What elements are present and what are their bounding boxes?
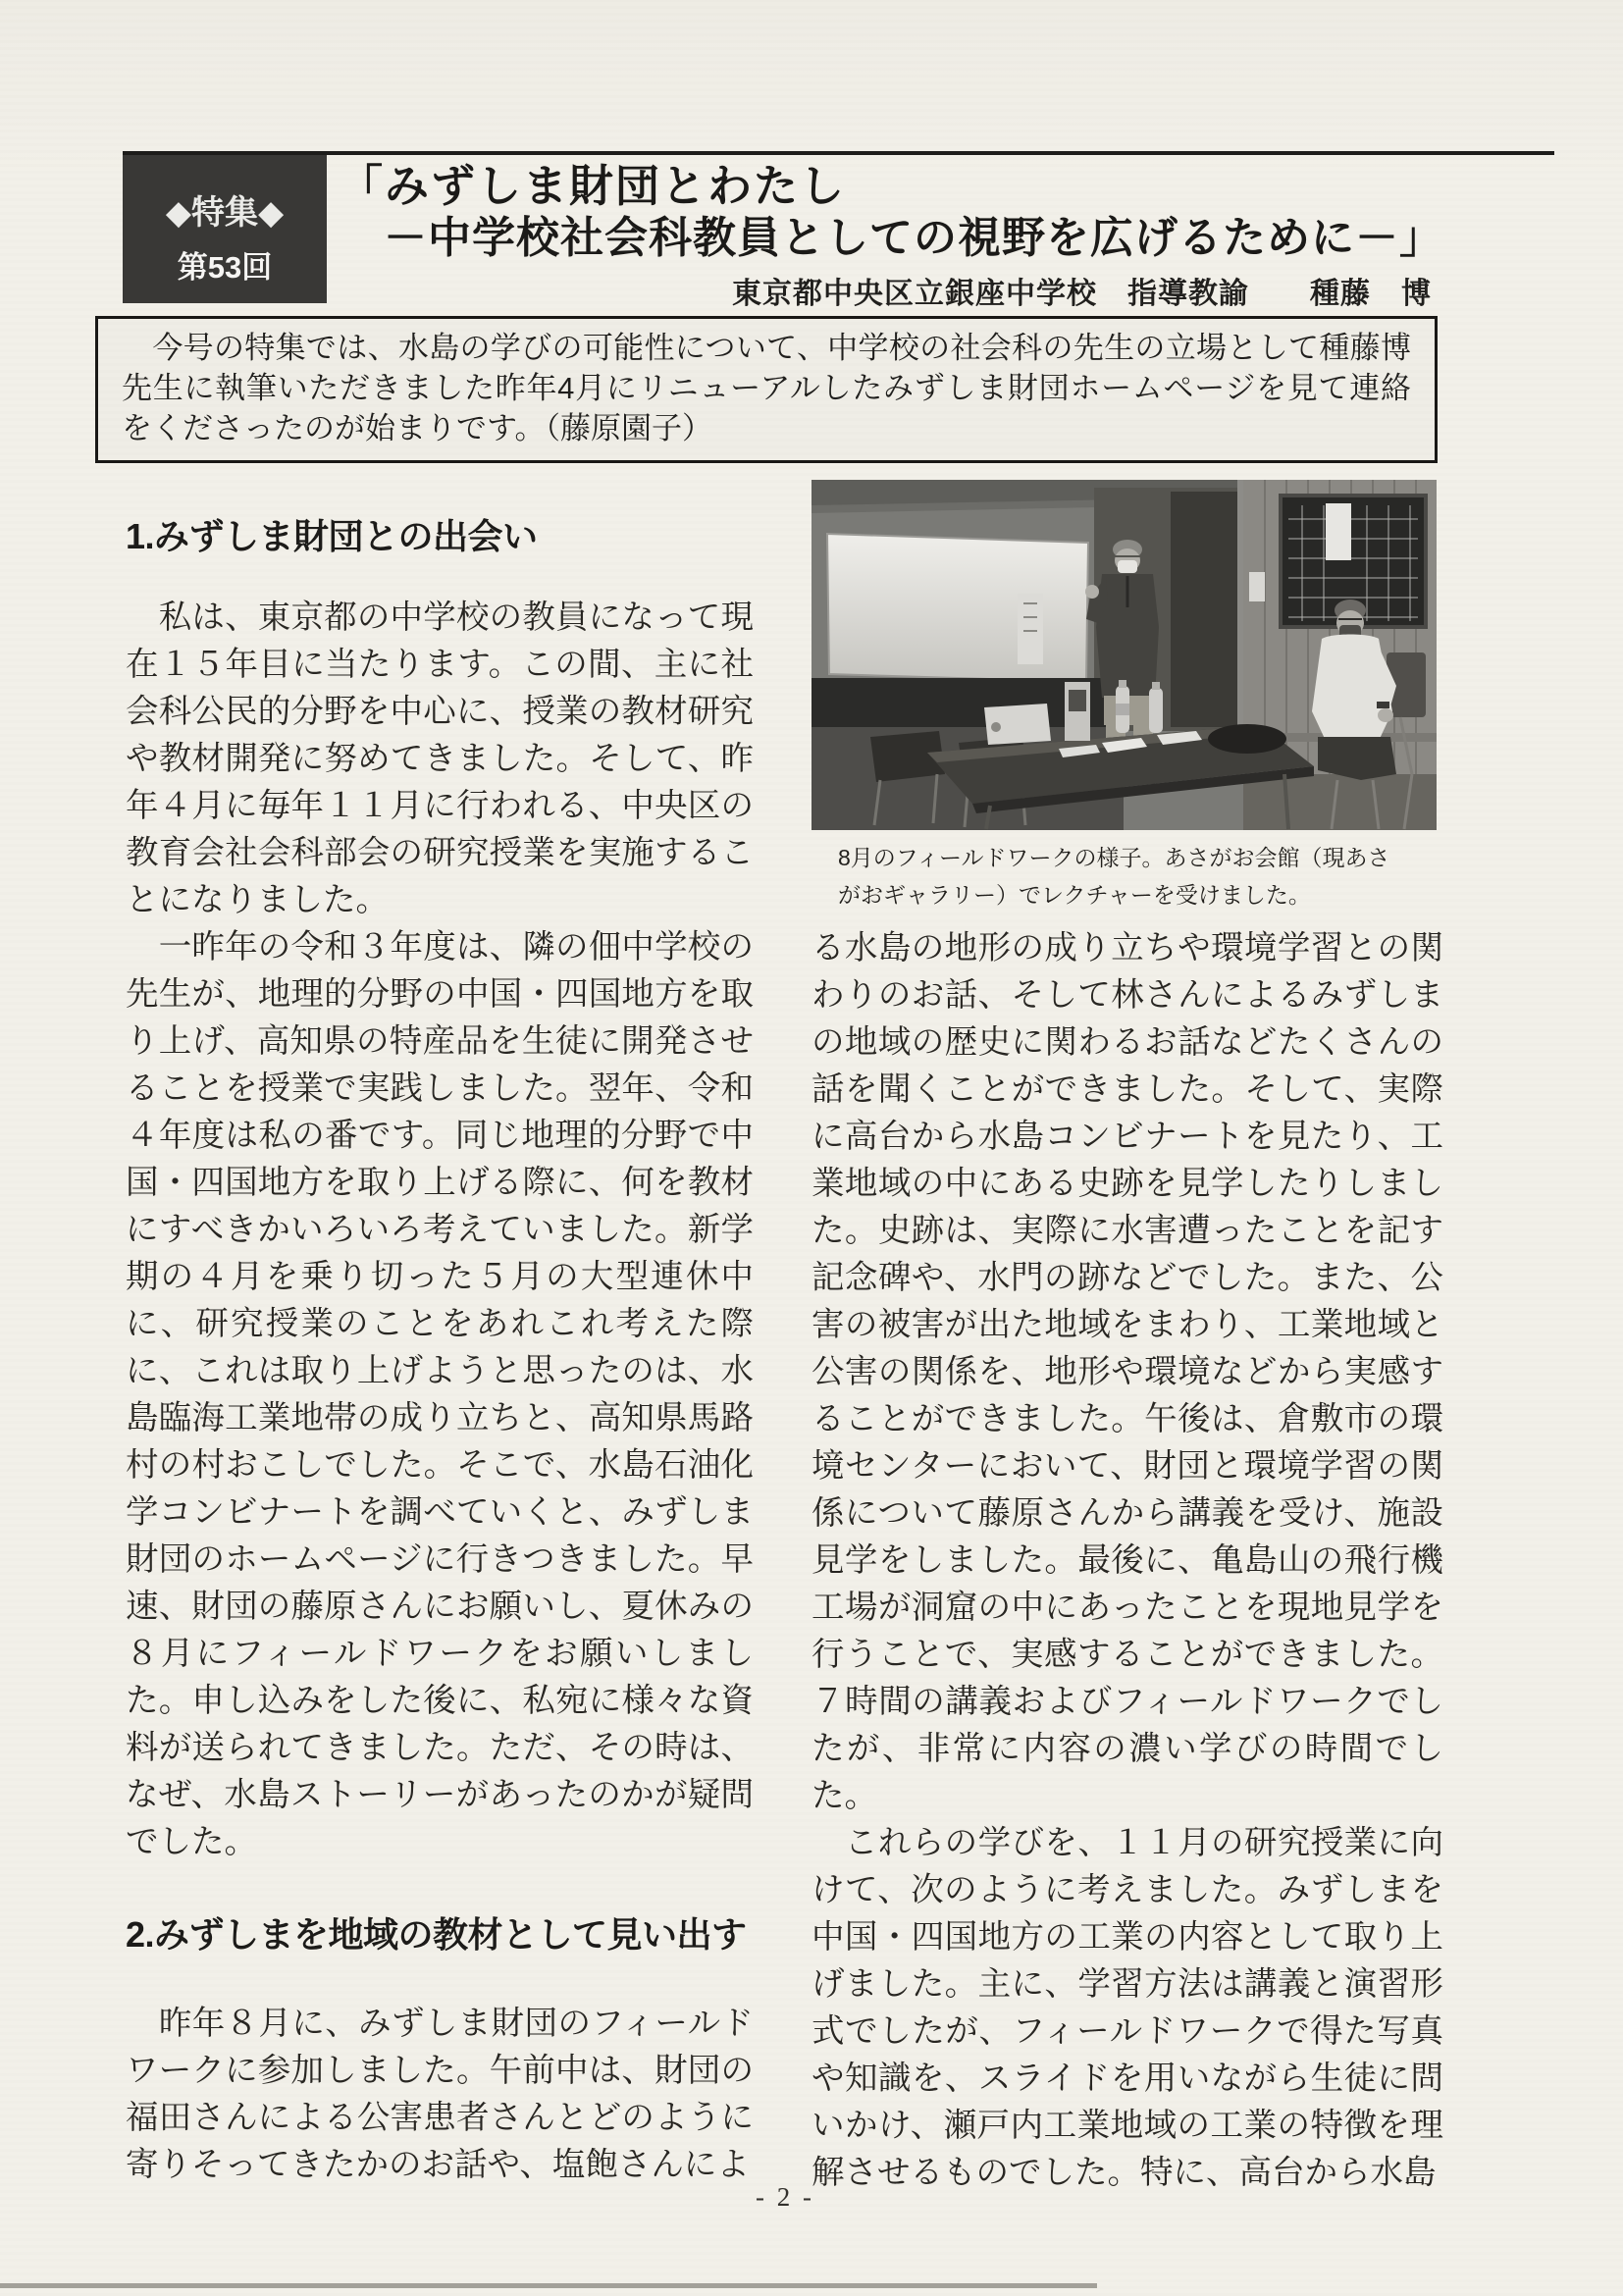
- photo-caption: 8月のフィールドワークの様子。あさがお会館（現あさがおギャラリー）でレクチャーを受けました。: [838, 845, 1390, 908]
- continuation-paragraph-2: これらの学びを、１１月の研究授業に向けて、次のように考えました。みずしまを中国・四国地方の工業の内容として取り上げました。主に、学習方法は講義と演習形式でしたが、フィールドワークで得た写真や知識を、スライドを用いながら生徒に問いかけ、瀬戸内工業地域の工業の特徴を理解させるものでした。特に、高台から水島: [812, 1825, 1443, 2191]
- scan-artifact-line: [0, 2283, 1097, 2288]
- feature-badge: [123, 155, 327, 303]
- article-title-block: [339, 160, 1443, 312]
- fieldwork-photo: [812, 480, 1437, 830]
- section1-heading: 1.みずしま財団との出会い: [126, 516, 538, 556]
- page-number: - 2 -: [756, 2182, 814, 2212]
- intro-text: 今号の特集では、水島の学びの可能性について、中学校の社会科の先生の立場として種藤博先生に執筆いただきました昨年4月にリニューアルしたみずしま財団ホームページを見て連絡をくださったのが始まりです。（藤原園子）: [122, 331, 1411, 445]
- section2-paragraph-1: 昨年８月に、みずしま財団のフィールドワークに参加しました。午前中は、財団の福田さんによる公害患者さんとどのように寄りそってきたかのお話や、塩飽さんによ: [126, 2006, 754, 2183]
- continuation-paragraph-1: る水島の地形の成り立ちや環境学習との関わりのお話、そして林さんによるみずしまの地域の歴史に関わるお話などたくさんの話を聞くことができました。そして、実際に高台から水島コンビナートを見たり、工業地域の中にある史跡を見学したりしました。史跡は、実際に水害遭ったことを記す記念碑や、水門の跡などでした。また、公害の被害が出た地域をまわり、工業地域と公害の関係を、地形や環境などから実感することができました。午後は、倉敷市の環境センターにおいて、財団と環境学習の関係について藤原さんから講義を受け、施設見学をしました。最後に、亀島山の飛行機工場が洞窟の中にあったことを現地見学を行うことで、実感することができました。７時間の講義およびフィールドワークでしたが、非常に内容の濃い学びの時間でした。: [812, 930, 1443, 1814]
- left-column: [126, 496, 754, 2189]
- intro-box: [95, 316, 1438, 463]
- right-column: [812, 480, 1443, 2197]
- article-title-line1: 「みずしま財団とわたし: [339, 162, 847, 211]
- section1-paragraph-2: 一昨年の令和３年度は、隣の佃中学校の先生が、地理的分野の中国・四国地方を取り上げ、高知県の特産品を生徒に開発させることを授業で実践しました。翌年、令和４年度は私の番です。同じ地理的分野で中国・四国地方を取り上げる際に、何を教材にすべきかいろいろ考えていました。新学期の４月を乗り切った５月の大型連休中に、研究授業のことをあれこれ考えた際に、これは取り上げようと思ったのは、水島臨海工業地帯の成り立ちと、高知県馬路村の村おこしでした。そこで、水島石油化学コンビナートを調べていくと、みずしま財団のホームページに行きつきました。早速、財団の藤原さんにお願いし、夏休みの８月にフィールドワークをお願いしました。申し込みをした後に、私宛に様々な資料が送られてきました。ただ、その時は、なぜ、水島ストーリーがあったのかが疑問でした。: [126, 929, 754, 1860]
- fieldwork-photo-figure: [812, 480, 1443, 913]
- section1-paragraph-1: 私は、東京都の中学校の教員になって現在１５年目に当たります。この間、主に社会科公民的分野を中心に、授業の教材研究や教材開発に努めてきました。そして、昨年４月に毎年１１月に行われる、中央区の教育会社会科部会の研究授業を実施することになりました。: [126, 600, 754, 918]
- header-rule: [123, 151, 1554, 155]
- article-title-line2: －中学校社会科教員としての視野を広げるために－」: [384, 214, 1443, 262]
- feature-issue-label: 第53回: [177, 250, 273, 285]
- feature-label: ◆特集◆: [165, 194, 285, 232]
- article-author-attribution: 東京都中央区立銀座中学校 指導教諭 種藤 博: [732, 278, 1432, 310]
- section2-heading: 2.みずしまを地域の教材として見い出す: [126, 1914, 747, 1955]
